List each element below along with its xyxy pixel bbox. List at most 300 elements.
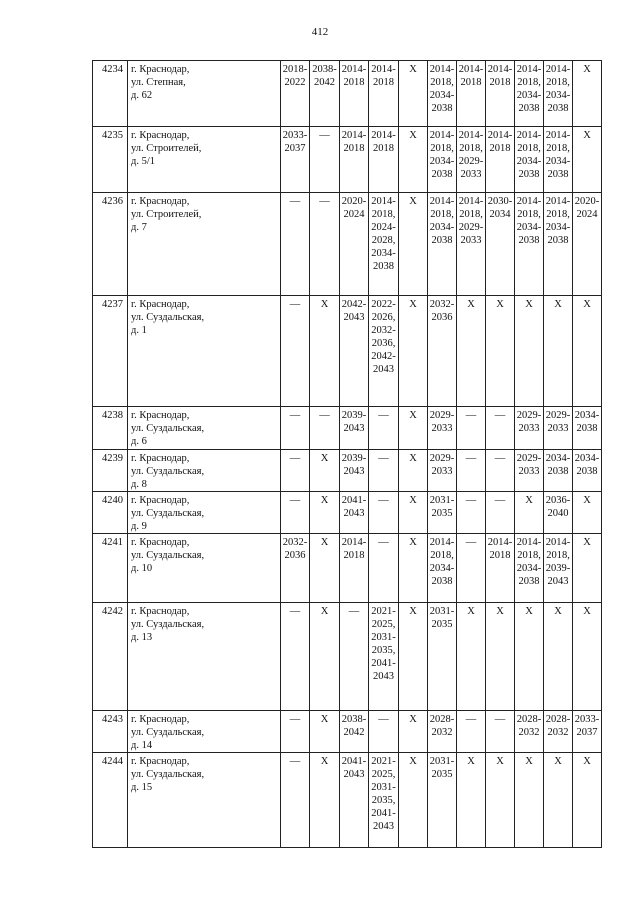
period-cell — [369, 193, 399, 296]
period-line: — — [378, 453, 389, 464]
period-line: 2039- — [545, 563, 571, 574]
period-cell — [428, 407, 457, 450]
period-line: 2014- — [429, 537, 455, 548]
period-line: 2018 — [489, 143, 511, 154]
row-number: 4234 — [93, 61, 128, 127]
period-line: 2038- — [312, 64, 337, 75]
address-cell — [128, 534, 281, 603]
period-cell — [340, 450, 369, 492]
period-cell — [340, 193, 369, 296]
period-cell — [486, 534, 515, 603]
period-cell — [515, 407, 544, 450]
period-line: 2038 — [431, 235, 453, 246]
period-line: — — [289, 495, 301, 506]
period-cell — [515, 492, 544, 534]
period-cell — [515, 603, 544, 711]
period-line: 2018 — [489, 77, 511, 88]
period-cell — [340, 534, 369, 603]
period-line: 2034- — [429, 222, 455, 233]
period-line: 2033 — [547, 423, 569, 434]
period-cell — [573, 296, 602, 407]
period-cell — [544, 407, 573, 450]
period-line: 2038 — [431, 576, 453, 587]
period-line: X — [409, 495, 417, 506]
period-cell — [428, 296, 457, 407]
period-line: — — [494, 495, 506, 506]
period-line: 2024 — [343, 209, 365, 220]
period-line: 2028- — [516, 714, 542, 725]
address-line: г. Краснодар, — [131, 410, 190, 421]
period-line: 2034- — [545, 90, 571, 101]
period-line: 2038 — [518, 169, 540, 180]
period-line: 2043 — [373, 671, 394, 682]
period-line: — — [494, 410, 506, 421]
period-line: 2033 — [431, 466, 453, 477]
period-line: X — [409, 64, 417, 75]
period-line: X — [554, 606, 562, 617]
period-line: — — [348, 606, 360, 617]
period-cell — [544, 193, 573, 296]
period-line: 2029- — [545, 410, 571, 421]
period-line: — — [319, 410, 330, 421]
period-line: — — [319, 196, 330, 207]
period-cell — [486, 492, 515, 534]
period-line: 2018 — [460, 77, 482, 88]
period-line: 2022- — [371, 299, 396, 310]
address-cell — [128, 407, 281, 450]
table-body — [93, 61, 602, 848]
address-line: г. Краснодар, — [131, 299, 190, 310]
row-number: 4236 — [93, 193, 128, 296]
period-line: 2034- — [574, 410, 600, 421]
period-line: — — [289, 299, 301, 310]
period-line: 2029- — [458, 156, 484, 167]
period-line: X — [409, 410, 417, 421]
period-cell — [310, 407, 340, 450]
period-line: 2020- — [341, 196, 367, 207]
period-line: 2014- — [458, 196, 484, 207]
period-line: 2014- — [516, 537, 542, 548]
period-line: 2043 — [343, 423, 365, 434]
period-line: 2014- — [545, 130, 571, 141]
period-cell — [486, 296, 515, 407]
period-line: 2034- — [371, 248, 396, 259]
period-cell — [428, 534, 457, 603]
period-line: 2031- — [429, 495, 455, 506]
period-cell — [281, 407, 310, 450]
period-line: X — [320, 714, 329, 725]
period-cell — [340, 603, 369, 711]
period-line: 2034 — [489, 209, 511, 220]
period-line: 2035 — [431, 769, 453, 780]
period-line: 2034- — [429, 90, 455, 101]
period-line: — — [378, 537, 389, 548]
period-line: 2018, — [546, 143, 570, 154]
period-line: X — [320, 606, 329, 617]
housing-repair-schedule-table — [92, 60, 602, 848]
period-cell — [399, 450, 428, 492]
period-line: X — [320, 756, 329, 767]
period-cell — [486, 61, 515, 127]
period-line: 2018, — [430, 77, 454, 88]
period-cell — [369, 603, 399, 711]
period-cell — [281, 450, 310, 492]
address-line: г. Краснодар, — [131, 606, 190, 617]
period-cell — [399, 407, 428, 450]
period-line: 2038 — [576, 466, 598, 477]
period-line: 2033- — [574, 714, 600, 725]
period-line: 2014- — [341, 64, 367, 75]
period-line: 2014- — [516, 196, 542, 207]
period-cell — [457, 296, 486, 407]
period-line: 2032 — [518, 727, 540, 738]
period-cell — [369, 534, 399, 603]
period-cell — [573, 603, 602, 711]
period-line: 2018 — [343, 550, 365, 561]
period-line: 2018 — [489, 550, 511, 561]
period-line: 2036, — [371, 338, 396, 349]
period-line: 2029- — [429, 453, 455, 464]
period-line: 2043 — [343, 769, 365, 780]
period-cell — [369, 450, 399, 492]
period-cell — [310, 711, 340, 753]
period-cell — [369, 407, 399, 450]
page-number: 412 — [311, 26, 329, 38]
address-line: ул. Степная, — [131, 77, 186, 88]
period-cell — [310, 450, 340, 492]
table-row — [93, 296, 602, 407]
row-number: 4237 — [93, 296, 128, 407]
period-cell — [544, 127, 573, 193]
period-cell — [281, 711, 310, 753]
table-row — [93, 127, 602, 193]
period-line: 2034- — [574, 453, 600, 464]
period-cell — [515, 193, 544, 296]
row-number: 4240 — [93, 492, 128, 534]
period-line: 2041- — [371, 808, 396, 819]
period-line: — — [289, 410, 301, 421]
period-line: 2038 — [547, 466, 569, 477]
period-cell — [281, 127, 310, 193]
period-line: 2014- — [487, 130, 513, 141]
period-line: 2038 — [431, 103, 453, 114]
period-line: 2014- — [458, 130, 484, 141]
period-cell — [457, 61, 486, 127]
period-line: 2031- — [371, 782, 396, 793]
period-line: 2034- — [429, 156, 455, 167]
period-cell — [399, 296, 428, 407]
address-line: д. 6 — [131, 436, 147, 447]
period-line: 2032 — [547, 727, 569, 738]
period-line: — — [465, 495, 477, 506]
address-cell — [128, 711, 281, 753]
address-line: г. Краснодар, — [131, 756, 190, 767]
address-line: г. Краснодар, — [131, 196, 190, 207]
period-line: X — [467, 299, 475, 310]
period-line: X — [409, 714, 417, 725]
address-line: д. 9 — [131, 521, 147, 532]
period-cell — [486, 127, 515, 193]
period-line: 2018- — [282, 64, 308, 75]
period-line: X — [583, 64, 591, 75]
row-number: 4235 — [93, 127, 128, 193]
period-cell — [573, 61, 602, 127]
period-line: 2043 — [343, 508, 365, 519]
period-line: 2018, — [430, 550, 454, 561]
period-line: 2018, — [430, 143, 454, 154]
period-line: — — [378, 410, 389, 421]
period-line: X — [409, 606, 417, 617]
period-line: 2014- — [487, 537, 513, 548]
period-line: — — [289, 453, 301, 464]
address-line: ул. Строителей, — [131, 143, 202, 154]
period-line: 2026, — [371, 312, 396, 323]
period-line: X — [409, 130, 417, 141]
period-line: X — [525, 756, 533, 767]
period-line: 2033 — [460, 169, 482, 180]
period-line: 2031- — [371, 632, 396, 643]
period-line: 2022 — [284, 77, 306, 88]
row-number: 4244 — [93, 753, 128, 848]
period-line: 2018 — [343, 143, 365, 154]
period-cell — [340, 492, 369, 534]
period-cell — [399, 534, 428, 603]
period-cell — [310, 753, 340, 848]
address-line: д. 14 — [131, 740, 153, 751]
period-cell — [573, 753, 602, 848]
period-line: 2034- — [545, 222, 571, 233]
period-line: 2036 — [431, 312, 453, 323]
period-cell — [310, 603, 340, 711]
period-line: 2014- — [516, 64, 542, 75]
period-line: X — [409, 537, 417, 548]
period-line: 2034- — [516, 156, 542, 167]
row-number: 4242 — [93, 603, 128, 711]
period-line: 2025, — [371, 619, 396, 630]
period-line: 2041- — [341, 495, 367, 506]
period-line: 2024- — [371, 222, 396, 233]
address-line: д. 8 — [131, 479, 147, 490]
address-line: г. Краснодар, — [131, 495, 190, 506]
period-cell — [399, 61, 428, 127]
address-cell — [128, 450, 281, 492]
period-cell — [428, 603, 457, 711]
period-line: X — [320, 453, 329, 464]
period-line: X — [467, 756, 475, 767]
period-line: 2018, — [459, 143, 483, 154]
period-line: 2014- — [371, 130, 396, 141]
period-line: 2043 — [373, 364, 394, 375]
period-cell — [428, 711, 457, 753]
period-cell — [310, 193, 340, 296]
period-cell — [573, 407, 602, 450]
period-line: 2031- — [429, 756, 455, 767]
period-cell — [457, 450, 486, 492]
period-cell — [515, 534, 544, 603]
period-line: 2043 — [547, 576, 569, 587]
period-line: 2030- — [487, 196, 513, 207]
period-line: X — [554, 299, 562, 310]
period-line: 2018 — [373, 143, 394, 154]
period-cell — [369, 711, 399, 753]
table-row — [93, 492, 602, 534]
address-line: д. 7 — [131, 222, 147, 233]
address-line: д. 1 — [131, 325, 147, 336]
period-line: 2038 — [373, 261, 394, 272]
period-line: 2029- — [516, 453, 542, 464]
period-cell — [281, 603, 310, 711]
period-cell — [544, 603, 573, 711]
address-cell — [128, 61, 281, 127]
period-line: 2042- — [371, 351, 396, 362]
period-cell — [515, 127, 544, 193]
period-cell — [369, 492, 399, 534]
address-line: ул. Строителей, — [131, 209, 202, 220]
period-line: X — [583, 130, 591, 141]
period-cell — [457, 127, 486, 193]
period-cell — [428, 127, 457, 193]
period-line: X — [496, 756, 504, 767]
period-cell — [573, 711, 602, 753]
period-line: X — [496, 606, 504, 617]
period-line: 2018, — [517, 550, 541, 561]
period-line: 2034- — [516, 222, 542, 233]
period-cell — [310, 61, 340, 127]
address-cell — [128, 753, 281, 848]
period-cell — [486, 407, 515, 450]
period-line: X — [525, 495, 533, 506]
period-line: X — [467, 606, 475, 617]
period-line: 2018, — [459, 209, 483, 220]
period-line: — — [289, 714, 301, 725]
period-cell — [428, 753, 457, 848]
period-cell — [486, 753, 515, 848]
period-line: 2014- — [429, 196, 455, 207]
period-cell — [428, 492, 457, 534]
period-line: 2036 — [284, 550, 306, 561]
period-cell — [310, 296, 340, 407]
address-line: ул. Суздальская, — [131, 508, 205, 519]
period-cell — [340, 296, 369, 407]
period-line: 2033 — [460, 235, 482, 246]
period-line: 2028- — [545, 714, 571, 725]
table-row — [93, 711, 602, 753]
period-cell — [544, 753, 573, 848]
period-line: 2042 — [343, 727, 365, 738]
period-cell — [457, 753, 486, 848]
period-cell — [399, 193, 428, 296]
period-line: X — [583, 495, 591, 506]
period-line: 2029- — [516, 410, 542, 421]
table-row — [93, 407, 602, 450]
period-line: X — [525, 299, 533, 310]
table-row — [93, 61, 602, 127]
period-line: 2014- — [371, 196, 396, 207]
period-line: X — [583, 537, 591, 548]
period-line: 2018 — [343, 77, 365, 88]
period-line: 2018 — [373, 77, 394, 88]
period-cell — [399, 603, 428, 711]
period-line: 2038 — [431, 169, 453, 180]
period-cell — [369, 127, 399, 193]
period-line: 2033 — [518, 423, 540, 434]
table-row — [93, 753, 602, 848]
period-line: 2042 — [314, 77, 335, 88]
period-line: 2025, — [371, 769, 396, 780]
period-cell — [457, 711, 486, 753]
period-line: 2014- — [516, 130, 542, 141]
period-line: 2043 — [343, 312, 365, 323]
period-cell — [281, 193, 310, 296]
period-cell — [369, 61, 399, 127]
address-line: д. 62 — [131, 90, 153, 101]
period-cell — [428, 61, 457, 127]
period-line: 2033 — [431, 423, 453, 434]
period-line: — — [319, 130, 330, 141]
period-cell — [486, 193, 515, 296]
table-row — [93, 450, 602, 492]
period-line: 2034- — [545, 453, 571, 464]
period-cell — [399, 127, 428, 193]
period-line: 2032 — [431, 727, 453, 738]
period-line: 2034- — [545, 156, 571, 167]
period-line: 2043 — [373, 821, 394, 832]
period-line: 2038 — [518, 235, 540, 246]
period-line: 2037 — [576, 727, 598, 738]
period-line: 2042- — [341, 299, 367, 310]
period-line: — — [465, 410, 477, 421]
period-cell — [515, 753, 544, 848]
period-line: 2024 — [576, 209, 598, 220]
address-line: г. Краснодар, — [131, 130, 190, 141]
period-line: — — [289, 196, 301, 207]
period-cell — [340, 711, 369, 753]
period-line: 2018, — [546, 77, 570, 88]
address-cell — [128, 603, 281, 711]
period-cell — [544, 296, 573, 407]
period-cell — [369, 753, 399, 848]
period-line: 2018, — [430, 209, 454, 220]
table-row — [93, 193, 602, 296]
period-line: 2028, — [371, 235, 396, 246]
row-number: 4241 — [93, 534, 128, 603]
period-cell — [428, 193, 457, 296]
period-cell — [544, 450, 573, 492]
period-cell — [340, 753, 369, 848]
period-cell — [310, 492, 340, 534]
period-line: X — [583, 606, 591, 617]
period-cell — [573, 450, 602, 492]
period-cell — [457, 492, 486, 534]
period-line: X — [583, 299, 591, 310]
period-cell — [399, 711, 428, 753]
period-line: 2041- — [371, 658, 396, 669]
period-line: 2038 — [576, 423, 598, 434]
period-line: 2037 — [284, 143, 306, 154]
period-line: 2018, — [517, 209, 541, 220]
period-line: — — [494, 453, 506, 464]
period-cell — [457, 534, 486, 603]
period-line: 2014- — [487, 64, 513, 75]
period-cell — [573, 492, 602, 534]
period-cell — [573, 127, 602, 193]
period-cell — [544, 711, 573, 753]
period-line: 2018, — [371, 209, 396, 220]
period-line: 2034- — [516, 563, 542, 574]
address-line: г. Краснодар, — [131, 537, 190, 548]
period-line: 2032- — [282, 537, 308, 548]
period-line: 2033 — [518, 466, 540, 477]
